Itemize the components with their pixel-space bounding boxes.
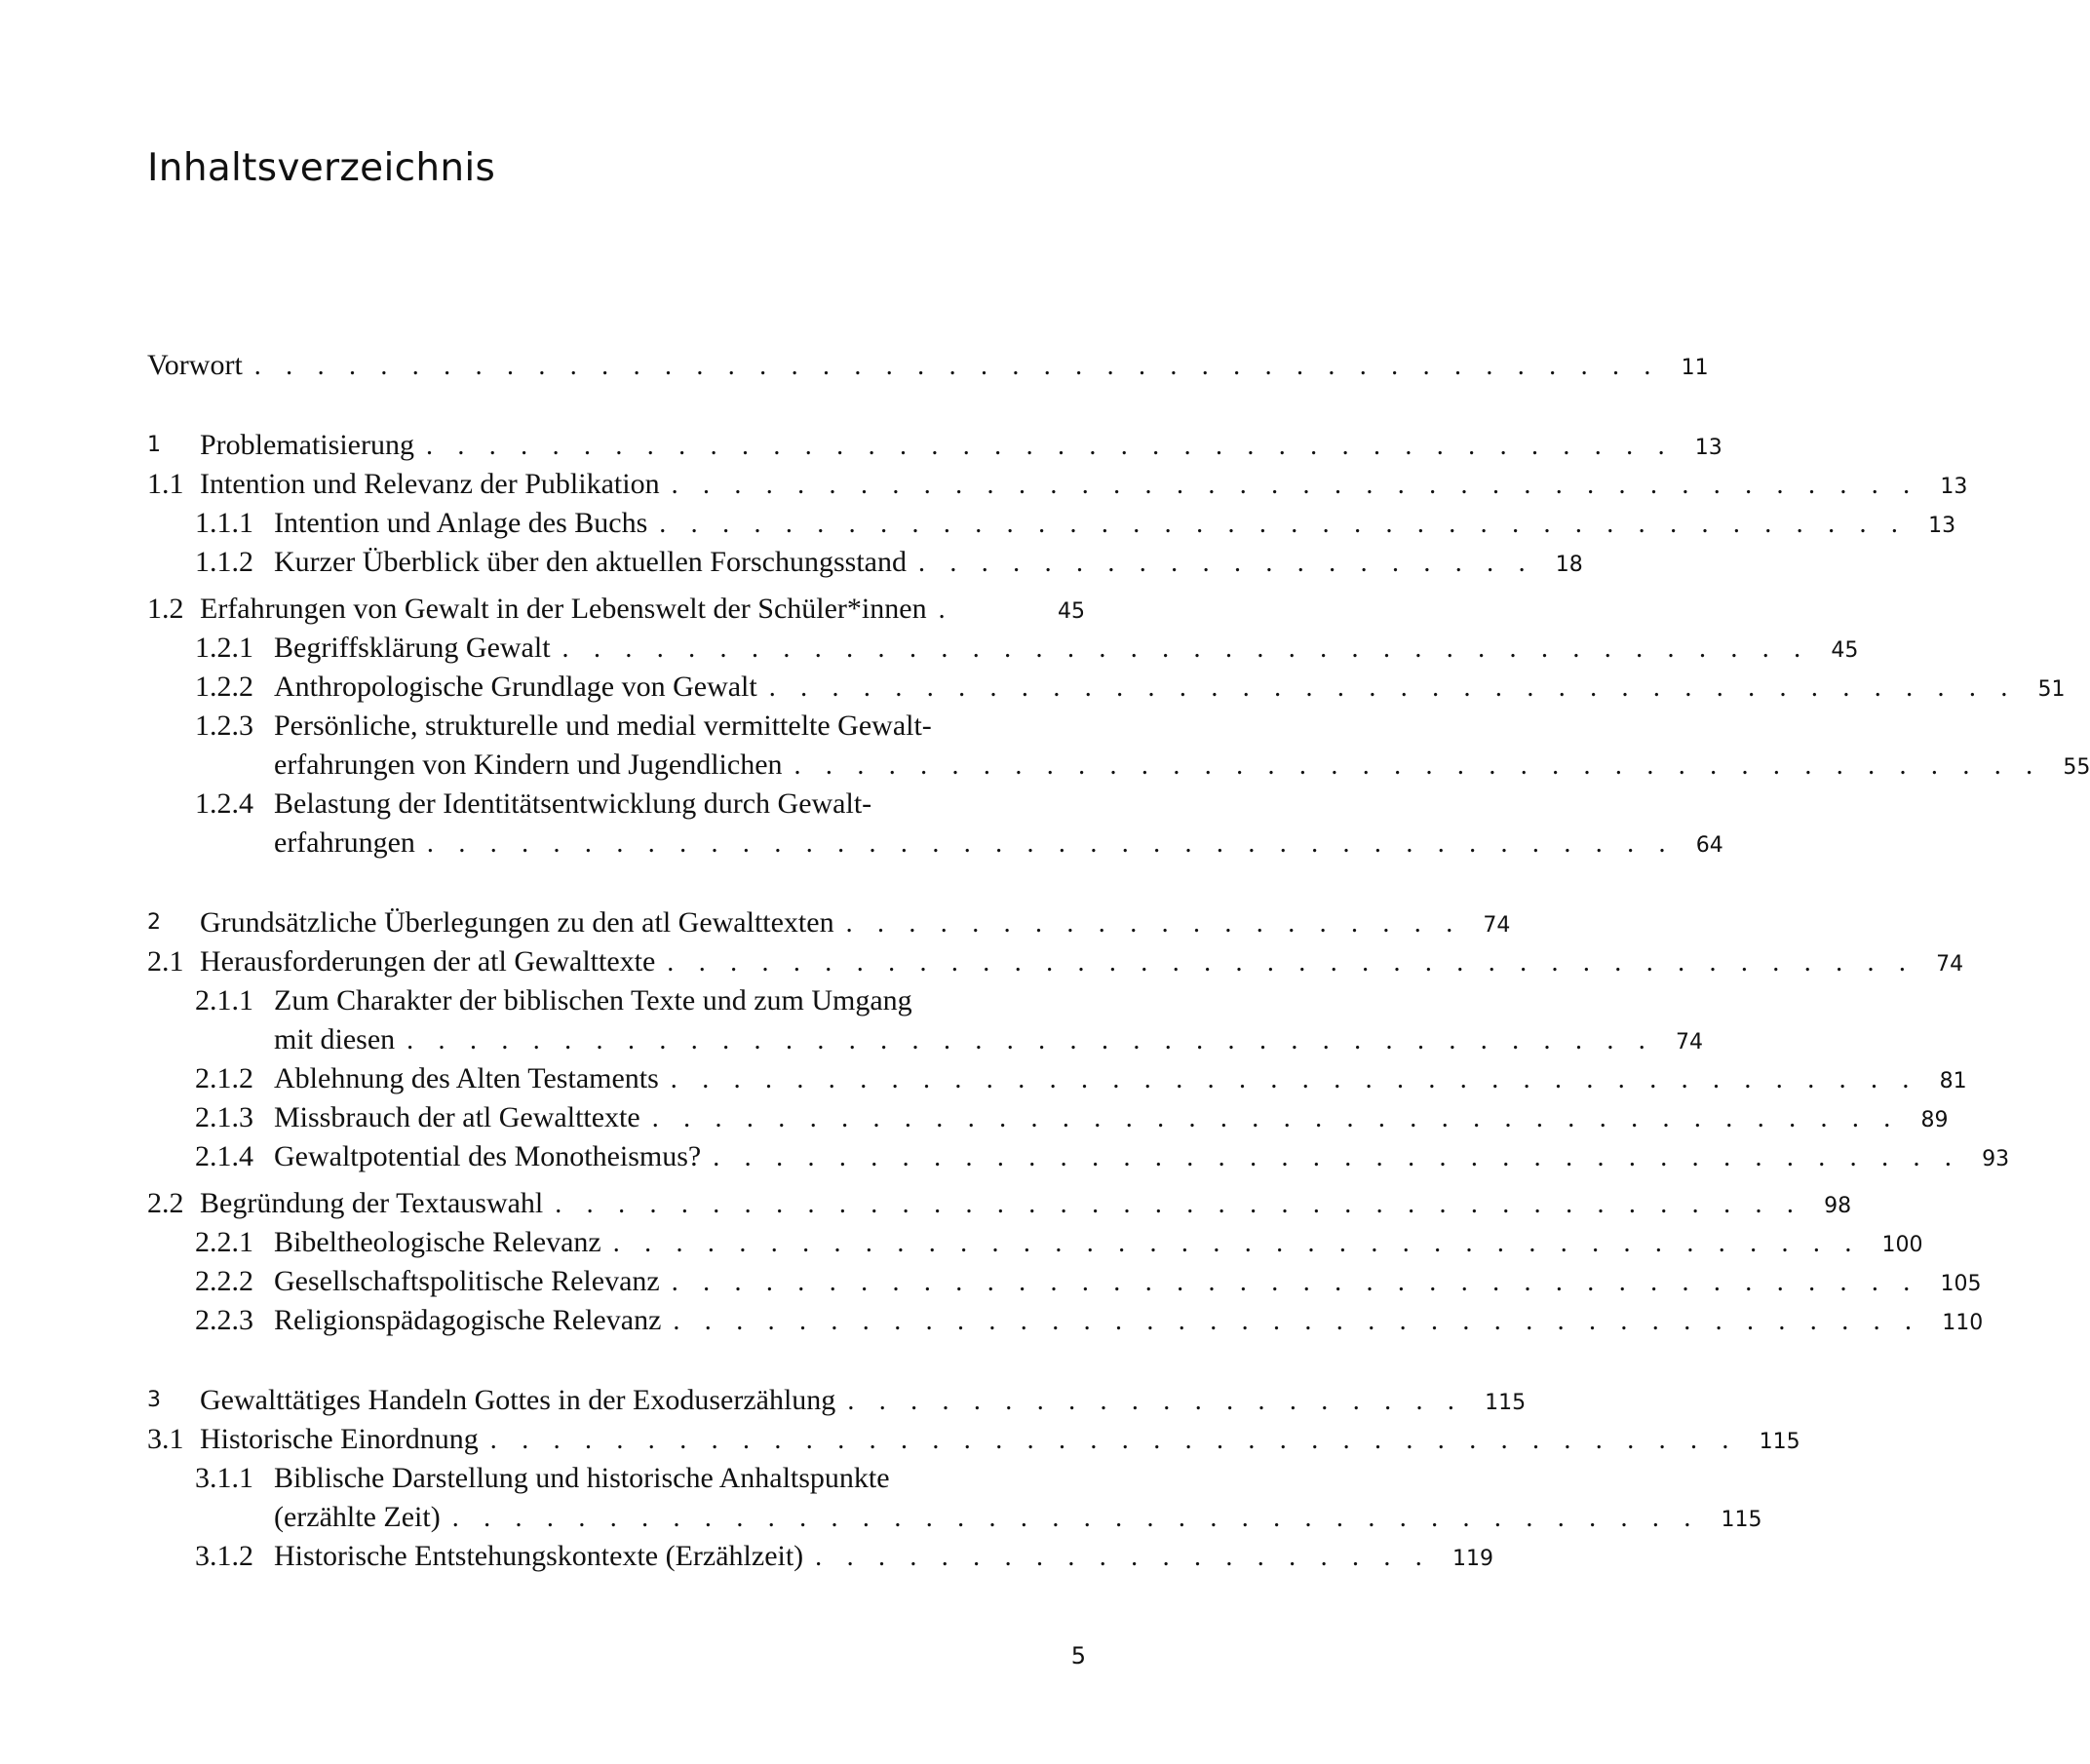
toc-label-continued: (erzählte Zeit) [274,1501,441,1533]
toc-label: Herausforderungen der atl Gewalttexte [200,945,656,978]
toc-line [274,1262,1982,1301]
leader-dots: . . . . . . . . . . . . . . . . . . . . . . . . . . . . . . . . . . . . . . . . [793,750,2042,781]
toc-page: 74 [1675,1030,1703,1055]
toc-line [274,504,1956,543]
toc-entry-3-1[interactable] [147,1420,1800,1459]
leader-dots: . . . . . . . . . . . . . . . . . . . . . . . . . . . . . . . . . . . . . . . . [713,1142,1961,1172]
toc-line [200,590,1085,629]
toc-label: Gewaltpotential des Monotheismus? [274,1140,702,1172]
toc-label: Begründung der Textauswahl [200,1187,544,1219]
toc-number: 2.1.4 [195,1140,253,1172]
toc-line [274,746,2090,785]
toc-page: 110 [1942,1311,1984,1335]
toc-line [274,1223,1923,1262]
toc-line [274,1301,1984,1340]
toc-number: 1.2.1 [195,632,253,664]
toc-page: 119 [1451,1547,1493,1571]
toc-entry-2-2-3[interactable] [147,1301,1984,1340]
toc-page: 115 [1721,1508,1762,1532]
toc-label: Persönliche, strukturelle und medial vermittelte Gewalt- [274,709,932,742]
toc-entry-vorwort[interactable] [147,346,1709,385]
toc-number: 1.2.4 [195,787,253,820]
toc-line [274,1498,1762,1537]
leader-dots: . . . . . . . . . . . . . . . . . . . . [845,908,1462,939]
toc-number: 2.2 [147,1187,184,1219]
toc-label: Intention und Anlage des Buchs [274,507,648,539]
toc-entry-chapter-1[interactable] [147,426,1722,465]
toc-entry-3-1-2[interactable] [147,1537,1493,1576]
leader-dots: . . . . . . . . . . . . . . . . . . . . . . . . . . . . . . . . . . . . . . . . [651,1103,1900,1133]
toc-label: Ablehnung des Alten Testaments [274,1062,659,1094]
toc-line [200,1381,1527,1420]
toc-label: Anthropologische Grundlage von Gewalt [274,671,757,703]
toc-number: 3.1.1 [195,1462,253,1494]
leader-dots: . . . . . . . . . . . . . . . . . . . . . . . . . . . . . . . . . . . . . . . . [659,509,1908,539]
leader-dots: . . . . . . . . . . . . . . . . . . . . . . . . . . . . . . . . . . . . . . . . [489,1425,1738,1455]
toc-number: 3.1.2 [195,1540,253,1572]
toc-page: 64 [1695,833,1723,858]
toc-label: Zum Charakter der biblischen Texte und zum Umgang [274,984,912,1016]
toc-number: 2.1 [147,945,184,978]
toc-line [200,903,1511,942]
toc-page: 81 [1939,1069,1967,1093]
toc-number: 2.1.2 [195,1062,253,1094]
toc-page: 98 [1824,1194,1852,1218]
toc-label: Biblische Darstellung und historische Anhaltspunkte [274,1462,890,1494]
toc-label: Religionspädagogische Relevanz [274,1304,662,1336]
toc-page: 18 [1555,553,1583,577]
toc-number: 2.2.3 [195,1304,253,1336]
toc-page: 51 [2037,677,2066,702]
toc-line [274,1537,1493,1576]
toc-page: 89 [1920,1108,1949,1132]
toc-number: 1 [147,433,161,457]
toc-line [274,1098,1949,1137]
toc-label: Vorwort [147,349,243,381]
toc-entry-2-2-1[interactable] [147,1223,1923,1262]
leader-dots: . . . . . . . . . . . . . . . . . . . . . . . . . . . . . . . . . . . . . . . . [671,470,1919,500]
toc-entry-2-1-4[interactable] [147,1137,2010,1176]
toc-entry-2-2-2[interactable] [147,1262,1982,1301]
toc-label: Bibeltheologische Relevanz [274,1226,601,1258]
toc-line [274,629,1859,668]
leader-dots: . . . . . . . . . . . . . . . . . . . . [847,1386,1464,1416]
toc-entry-2-1-3[interactable] [147,1098,1949,1137]
leader-dots: . . . . . . . . . . . . . . . . . . . . . . . . . . . . . . . . . . . . . . . . [451,1503,1700,1533]
toc-line [147,346,1709,385]
leader-dots: . . . . . . . . . . . . . . . . . . . . . . . . . . . . . . . . . . . . . . . . [426,828,1675,859]
toc-number: 2.2.1 [195,1226,253,1258]
page-number: 5 [1070,1642,1086,1669]
toc-label: Kurzer Überblick über den aktuellen Forschungsstand [274,546,907,578]
toc-label-continued: erfahrungen [274,826,415,859]
toc-number: 1.2 [147,593,184,625]
toc-label: Intention und Relevanz der Publikation [200,468,660,500]
toc-page: 13 [1940,475,1968,499]
leader-dots: . . . . . . . . . . . . . . . . . . . . . . . . . . . . . . . . . . . . . . . . [561,633,1810,664]
toc-line [274,1020,1703,1059]
toc-page: 100 [1881,1233,1923,1257]
toc-line [200,1184,1852,1223]
toc-label: Gesellschaftspolitische Relevanz [274,1265,660,1297]
leader-dots: . [938,594,946,625]
toc-label: Gewalttätiges Handeln Gottes in der Exoduserzählung [200,1384,836,1416]
toc-page: 115 [1759,1430,1800,1454]
toc-entry-2-1-1[interactable] [147,981,1703,1059]
toc-line [274,668,2066,707]
toc-page: 45 [1058,599,1085,624]
toc-label-continued: mit diesen [274,1023,396,1055]
toc-line [200,426,1722,465]
toc-number: 1.2.3 [195,709,253,742]
table-of-contents [147,346,2090,1576]
leader-dots: . . . . . . . . . . . . . . . . . . . . . . . . . . . . . . . . . . . . . . . . [671,1267,1919,1297]
toc-page: 11 [1681,356,1709,380]
toc-line [200,1420,1800,1459]
toc-number: 3.1 [147,1423,184,1455]
toc-entry-1-2-4[interactable] [147,785,1723,863]
leader-dots: . . . . . . . . . . . . . . . . . . . . . . . . . . . . . . . . . . . . . . . . . . . . . [253,351,1660,381]
toc-page: 74 [1483,913,1511,938]
toc-entry-1-2-2[interactable] [147,668,2066,707]
toc-entry-1-2[interactable] [147,590,1085,629]
toc-label: Historische Entstehungskontexte (Erzählzeit) [274,1540,804,1572]
toc-entry-chapter-3[interactable] [147,1381,1527,1420]
leader-dots: . . . . . . . . . . . . . . . . . . . . . . . . . . . . . . . . . . . . . . . . [612,1228,1861,1258]
toc-entry-2-1-2[interactable] [147,1059,1967,1098]
toc-number: 1.1.2 [195,546,253,578]
toc-page: 115 [1485,1391,1527,1415]
leader-dots: . . . . . . . . . . . . . . . . . . . . . . . . . . . . . . . . . . . . . . . . [667,947,1916,978]
toc-entry-2-1[interactable] [147,942,1964,981]
toc-page: 74 [1936,952,1964,977]
toc-label: Belastung der Identitätsentwicklung durch Gewalt- [274,787,872,820]
toc-label: Historische Einordnung [200,1423,479,1455]
toc-entry-3-1-1[interactable] [147,1459,1762,1537]
toc-entry-chapter-2[interactable] [147,903,1511,942]
leader-dots: . . . . . . . . . . . . . . . . . . . . . . . . . . . . . . . . . . . . . . . . [406,1025,1654,1055]
toc-entry-1-1-2[interactable] [147,543,1583,582]
toc-entry-1-1[interactable] [147,465,1968,504]
toc-number: 2 [147,910,161,935]
toc-page: 93 [1982,1147,2010,1171]
toc-label: Grundsätzliche Überlegungen zu den atl Gewalttexten [200,906,834,939]
toc-line [274,824,1723,863]
toc-page: 13 [1694,436,1722,460]
toc-number: 1.1 [147,468,184,500]
leader-dots: . . . . . . . . . . . . . . . . . . . . . . . . . . . . . . . . . . . . . . . . [768,672,2017,703]
toc-entry-2-2[interactable] [147,1184,1852,1223]
toc-page: 45 [1831,638,1859,663]
toc-line [200,942,1964,981]
leader-dots: . . . . . . . . . . . . . . . . . . . . [815,1542,1431,1572]
toc-page: 55 [2063,755,2090,780]
toc-number: 3 [147,1388,161,1412]
toc-entry-1-1-1[interactable] [147,504,1956,543]
toc-label-continued: erfahrungen von Kindern und Jugendlichen [274,748,783,781]
toc-line [200,465,1968,504]
toc-label: Missbrauch der atl Gewalttexte [274,1101,640,1133]
leader-dots: . . . . . . . . . . . . . . . . . . . . . . . . . . . . . . . . . . . . . . . . [673,1306,1921,1336]
leader-dots: . . . . . . . . . . . . . . . . . . . . . . . . . . . . . . . . . . . . . . . . [670,1064,1918,1094]
toc-line [274,1059,1967,1098]
toc-line [274,543,1583,582]
toc-page: 105 [1940,1272,1982,1296]
toc-page: 13 [1928,514,1956,538]
toc-number: 1.1.1 [195,507,253,539]
toc-line [274,1137,2010,1176]
page-title: Inhaltsverzeichnis [147,146,496,190]
toc-label: Begriffsklärung Gewalt [274,632,551,664]
toc-number: 2.1.3 [195,1101,253,1133]
toc-entry-1-2-3[interactable] [147,707,2090,785]
toc-label: Problematisierung [200,429,414,461]
toc-label: Erfahrungen von Gewalt in der Lebenswelt der Schüler*innen [200,593,927,625]
toc-number: 2.2.2 [195,1265,253,1297]
leader-dots: . . . . . . . . . . . . . . . . . . . . . . . . . . . . . . . . . . . . . . . . [555,1189,1803,1219]
toc-number: 2.1.1 [195,984,253,1016]
leader-dots: . . . . . . . . . . . . . . . . . . . . . . . . . . . . . . . . . . . . . . . . [425,431,1674,461]
toc-number: 1.2.2 [195,671,253,703]
leader-dots: . . . . . . . . . . . . . . . . . . . . [917,548,1534,578]
toc-entry-1-2-1[interactable] [147,629,1859,668]
